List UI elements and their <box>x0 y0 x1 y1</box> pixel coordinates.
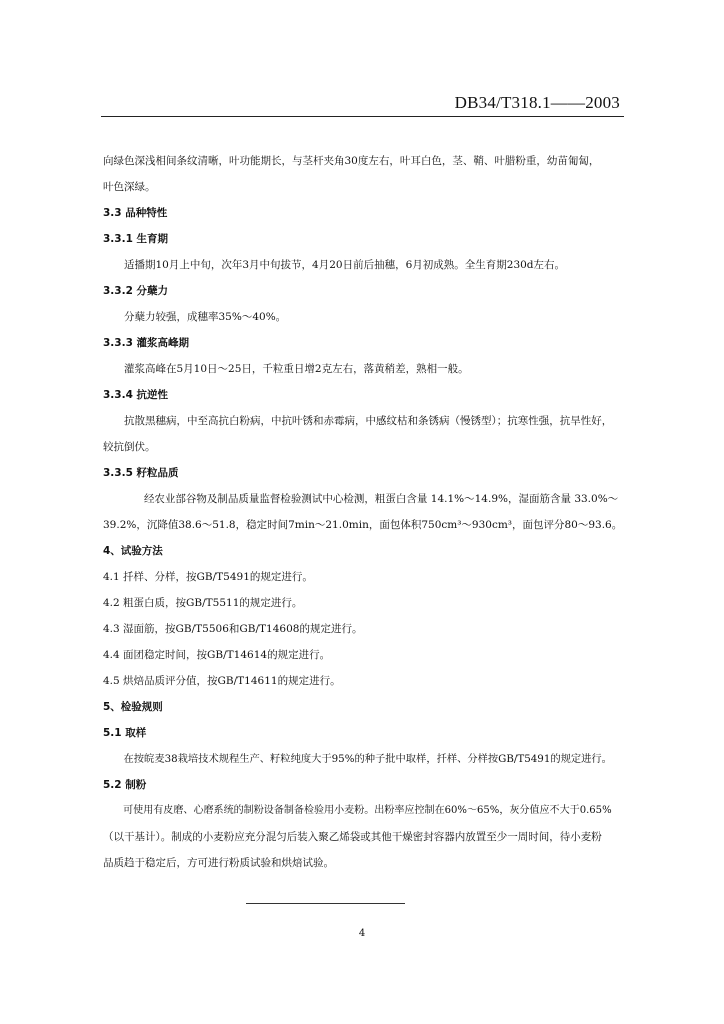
text-line: 经农业部谷物及制品质量监督检验测试中心检测，粗蛋白含量 14.1%～14.9%，湿面筋含量 33.0%～ <box>143 493 619 505</box>
header-rule <box>101 116 624 117</box>
list-item: 4.3 湿面筋，按GB/T5506和GB/T14608的规定进行。 <box>103 623 363 635</box>
section-heading: 3.3.5 籽粒品质 <box>103 467 179 479</box>
section-heading: 3.3.1 生育期 <box>103 233 169 245</box>
text-line: 叶色深绿。 <box>103 181 156 193</box>
text-line: 可使用有皮磨、心磨系统的制粉设备制备检验用小麦粉。出粉率应控制在60%～65%，灰分值应不大于0.65% <box>123 805 612 816</box>
section-heading: 4、试验方法 <box>103 545 163 557</box>
text-line: 在按皖麦38栽培技术规程生产、籽粒纯度大于95%的种子批中取样，扦样、分样按GB/T5491的规定进行。 <box>123 753 612 765</box>
footnote-rule <box>246 903 405 904</box>
paragraph: 分蘖力较强，成穗率35%～40%。 <box>124 311 287 323</box>
paragraph: 灌浆高峰在5月10日～25日，千粒重日增2克左右，落黄稍差，熟相一般。 <box>124 363 469 375</box>
section-heading: 5.2 制粉 <box>103 779 147 791</box>
list-item: 4.1 扦样、分样，按GB/T5491的规定进行。 <box>103 571 313 583</box>
text-line: 抗散黑穗病，中至高抗白粉病，中抗叶锈和赤霉病，中感纹枯和条锈病（慢锈型）；抗寒性强，抗旱性好， <box>124 415 613 427</box>
section-heading: 3.3.3 灌浆高峰期 <box>103 337 190 349</box>
text-line: 39.2%，沉降值38.6～51.8，稳定时间7min～21.0min，面包体积750cm³～930cm³，面包评分80～93.6。 <box>103 519 623 531</box>
section-heading: 5.1 取样 <box>103 727 147 739</box>
text-line: 向绿色深浅相间条纹清晰，叶功能期长，与茎杆夹角30度左右，叶耳白色，茎、鞘、叶腊粉重，幼苗匍匐， <box>103 155 600 167</box>
paragraph <box>103 408 623 460</box>
standard-code-header: DB34/T318.1——2003 <box>454 93 620 112</box>
text-line: 品质趋于稳定后，方可进行粉质试验和烘焙试验。 <box>103 857 334 869</box>
document-body <box>103 148 623 876</box>
paragraph <box>103 486 623 538</box>
page-number: 4 <box>358 928 366 939</box>
section-heading: 3.3 品种特性 <box>103 207 168 219</box>
paragraph: 适播期10月上中旬，次年3月中旬拔节，4月20日前后抽穗，6月初成熟。全生育期230d左右。 <box>124 259 566 271</box>
list-item: 4.2 粗蛋白质，按GB/T5511的规定进行。 <box>103 597 303 609</box>
text-line: 较抗倒伏。 <box>103 441 156 453</box>
section-heading: 3.3.2 分蘖力 <box>103 285 169 297</box>
list-item: 4.4 面团稳定时间，按GB/T14614的规定进行。 <box>103 649 331 661</box>
section-heading: 5、检验规则 <box>103 701 163 713</box>
text-line: （以干基计）。制成的小麦粉应充分混匀后装入聚乙烯袋或其他干燥密封容器内放置至少一周时间，待小麦粉 <box>103 831 602 843</box>
paragraph <box>103 798 623 876</box>
list-item: 4.5 烘焙品质评分值，按GB/T14611的规定进行。 <box>103 675 341 687</box>
section-heading: 3.3.4 抗逆性 <box>103 389 169 401</box>
paragraph <box>103 746 623 772</box>
intro-paragraph <box>103 148 623 200</box>
